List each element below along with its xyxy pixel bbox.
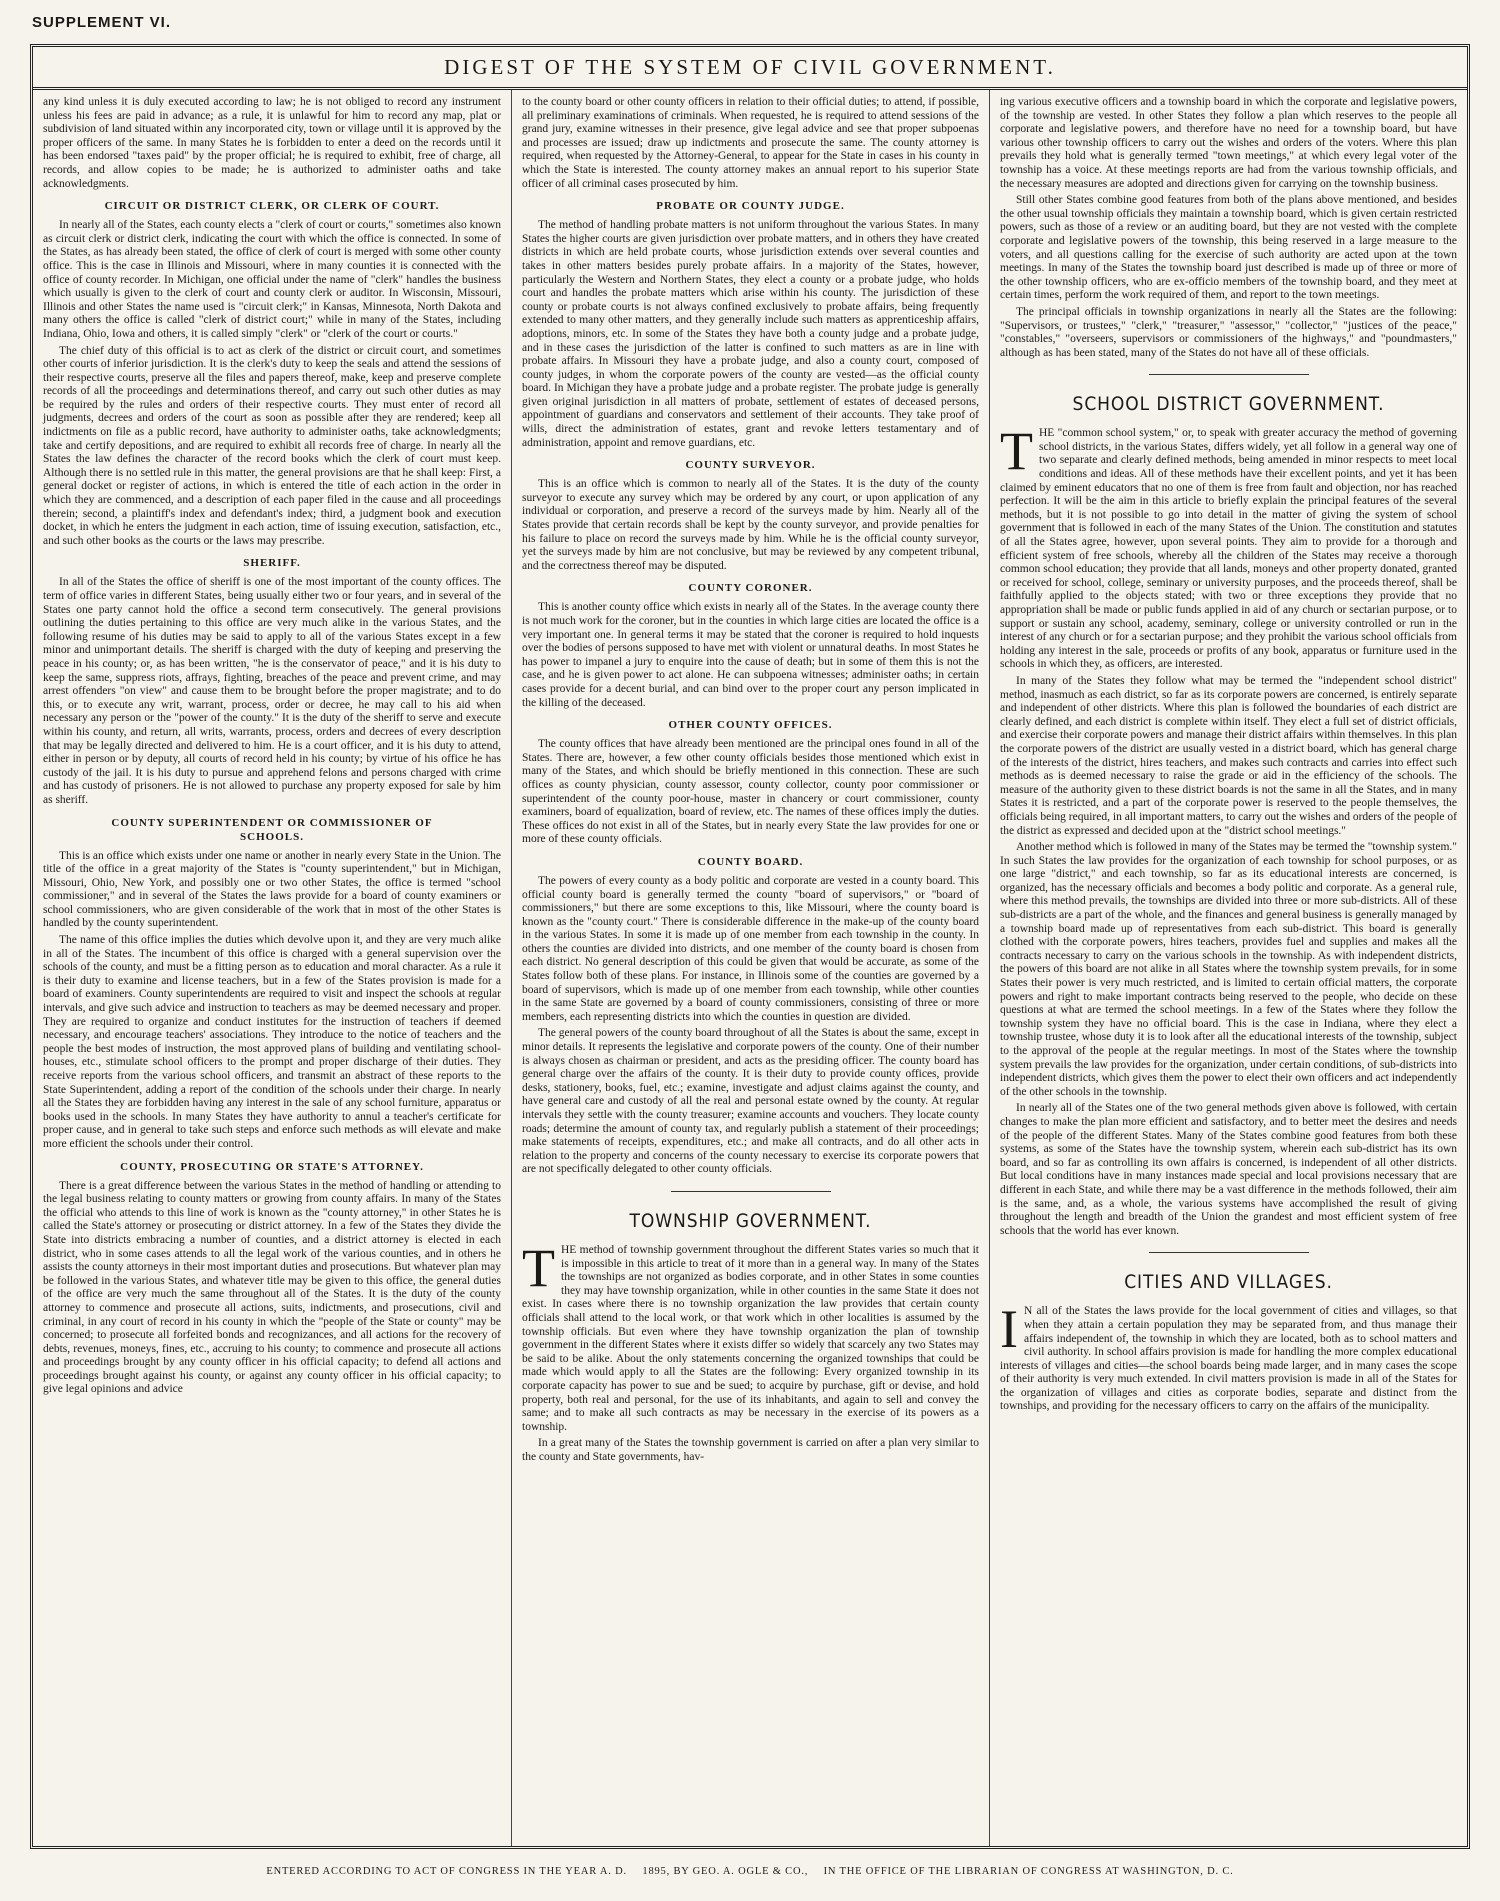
heading-probate: PROBATE OR COUNTY JUDGE. (656, 200, 845, 213)
heading-other-offices: OTHER COUNTY OFFICES. (668, 719, 833, 732)
paragraph: This is another county office which exists in nearly all of the States. In the average county there is not much work for the coroner, but in the counties in which large cities are located the office is a very important one. In general terms it may be stated that the coroner is required to hold inquests over the bodies of persons supposed to have met with violent or unnatural deaths. In most States he has power to impanel a jury to enquire into the cause of death; but in some of them this is not the case, and he is given power to act alone. He can subpoena witnesses; administer oaths; in certain cases provide for a decent burial, and can bind over to the proper court any person implicated in the killing of the deceased. (522, 601, 979, 709)
section-divider (1149, 374, 1309, 375)
paragraph (522, 1237, 979, 1434)
paragraph: The name of this office implies the duties which devolve upon it, and they are very much alike in all of the States. The incumbent of this office is charged with a general supervision over the schools of the county, and must be a fitting person as to education and moral character. As a rule it is their duty to examine and license teachers, but in a few of the States provision is made for a board of examiners. County superintendents are required to visit and inspect the schools at regular intervals, and give such advice and instruction to teachers as may be deemed necessary and proper. They are required to organize and conduct institutes for the instruction of teachers if deemed necessary, and encourage teachers' associations. They introduce to the notice of teachers and the people the best modes of instruction, the most approved plans of building and ventilating school-houses, etc., stimulate school officers to the prompt and proper discharge of their duties. They receive reports from the various school officers, and transmit an abstract of these reports to the State Superintendent, adding a report of the condition of the schools under their charge. In nearly all the States they are forbidden having any interest in the sale of any school furniture, apparatus or books used in the schools. In many States they have authority to annul a teacher's certificate for proper cause, and in general to take such steps and enforce such methods as will elevate and make more efficient the schools under their control. (43, 934, 501, 1150)
heading-clerk: CIRCUIT OR DISTRICT CLERK, OR CLERK OF COURT. (104, 200, 440, 213)
heading-attorney: COUNTY, PROSECUTING OR STATE'S ATTORNEY. (120, 1160, 424, 1173)
column-1 (33, 90, 511, 1846)
heading-superintendent-2: SCHOOLS. (240, 830, 304, 843)
footer-part-2: 1895, BY GEO. A. OGLE & CO., (642, 1866, 809, 1877)
paragraph: The chief duty of this official is to act as clerk of the district or circuit court, and sometimes other courts of inferior jurisdiction. It is the clerk's duty to keep the seals and attend the sessions of their respective courts, preserve all the files and papers thereof, make, keep and preserve complete records of all the proceedings and determinations thereof, and carry out such other duties as may be required by the rules and orders of their respective courts. They must enter of record all judgments, decrees and orders of the court as soon as possible after they are rendered; keep all indictments on file as a public record, have authority to administer oaths, take acknowledgments; take and certify depositions, and are required to exhibit all records free of charge. In nearly all the States the law defines the character of the record books which the clerk of court must keep. Although there is no settled rule in this matter, the general provisions are that he shall keep: First, a general docket or register of actions, in which is entered the title of each action in the order in which they are commenced, and a description of each paper filed in the cause and all proceedings therein; second, a plaintiff's index and defendant's index; third, a judgment book and execution docket, in which he enters the judgment in each action, time of issuing execution, satisfaction, etc., and such other books as the courts or the laws may prescribe. (43, 344, 501, 547)
paragraph: In a great many of the States the township government is carried on after a plan very similar to the county and State governments, hav- (522, 1437, 979, 1463)
heading-county-board: COUNTY BOARD. (697, 855, 804, 868)
attorney-continuation: to the county board or other county officers in relation to their official duties; to attend, if possible, all preliminary examinations of criminals. When requested, he is required to attend sessions of the grand jury, examine witnesses in their presence, give legal advice and see that proper subpoenas and processes are issued; draw up indictments and prosecute the same. The county attorney is required, when requested by the Attorney-General, to appear for the State in cases in his county in which the State is interested. The county attorney makes an annual report to his superior State officer of all criminal cases prosecuted by him. (522, 96, 979, 190)
paragraph: The powers of every county as a body politic and corporate are vested in a county board. This official county board is generally termed the county "board of supervisors," or "board of commissioners," but there are some exceptions to this, like Missouri, where the county board is known as the "county court." There is considerable difference in the make-up of the county board in the various States. In some it is made up of one member from each township in the county. In others the counties are divided into districts, and one member of the county board is chosen from each district. No general description of this could be given that would be accurate, as some of the States follow both of these plans. For instance, in Illinois some of the counties are governed by a board of supervisors, which is made up of one member from each township, while other counties in the same State are governed by a board of county commissioners, consisting of three or more members, each representing districts into which the counties in question are divided. (522, 874, 979, 1023)
footer-part-1: ENTERED ACCORDING TO ACT OF CONGRESS IN THE YEAR A. D. (266, 1866, 627, 1877)
paragraph: Still other States combine good features from both of the plans above mentioned, and besides the other usual township officials they maintain a township board, which is given certain restricted powers, such as those of a review or an auditing board, but they are not vested with the complete corporate and legislative powers of the township, this being reserved in a large measure to the voters, and all questions calling for the exercise of such authority are acted upon at the town meetings. In many of the States the township board just described is made up of three or more of the other township officers, who are ex-officio members of the township board, and they meet at certain times, perform the work required of them, and report to the town meetings. (1000, 194, 1457, 302)
paragraph: In nearly all of the States one of the two general methods given above is followed, with certain changes to make the plan more efficient and satisfactory, and to better meet the desires and needs of the people of the different States. Many of the States combine good features from both these systems, as some of the States have the township system, wherein each sub-district has its own board, and so far as controlling its own affairs is concerned, is independent of all other districts. But local conditions have in many instances made special and local provisions necessary that are different in each State, and while there may be a vast difference in the methods followed, their aim is the same, and, as a whole, the various systems have accomplished the result of giving throughout the length and breadth of the Union the grandest and most efficient system of free schools that the world has ever known. (1000, 1102, 1457, 1237)
paragraph: Another method which is followed in many of the States may be termed the "township system." In such States the law provides for the organization of each township for school purposes, or as one large "district," and each township, so far as its educational interests are concerned, is organized, has the necessary officials and becomes a body politic and corporate. As a general rule, where this method prevails, the townships are divided into three or more sub-districts. All of these sub-districts are a part of the whole, and the finances and general business is generally managed by a township board made up of representatives from each sub-district. This board is generally clothed with the corporate powers, hires teachers, provides fuel and supplies and makes all the contracts necessary to carry on the various schools in the township. As with independent districts, the powers of this board are not alike in all States where the township system prevails, for in some States their power is very much restricted, and is limited to certain official matters, the corporate powers and right to make important contracts being reserved to the people, who decide on these questions at what are termed the school meetings. In a few of the States where they follow the township system they have no official board. This is the case in Indiana, where they elect a township trustee, whose duty it is to look after all the educational interests of the township, subject to the approval of the people at the regular meetings. In most of the States where the township system prevails the law provides for the organization, under certain conditions, of sub-districts into independent districts, which gives them the power to elect their own officers and act independently of the other schools in the township. (1000, 841, 1457, 1098)
paragraph: The method of handling probate matters is not uniform throughout the various States. In many States the higher courts are given jurisdiction over probate matters, and in others they have created districts in which are held probate courts, whose jurisdiction extends over several counties and takes in other matters besides purely probate affairs. In a majority of the States, however, particularly the Western and Northern States, they elect a county or a probate judge, who holds court and handles the probate matters which arise within his county. The jurisdiction of these county or probate courts is not always confined exclusively to probate affairs, being frequently extended to many other matters, and they generally include such matters as apprenticeship affairs, adoptions, minors, etc. In some of the States they have both a county judge and a probate judge, and in these cases the jurisdiction of the latter is confined to such matters as are in line with probate affairs. In Missouri they have a probate judge, and also a county court, composed of county judges, in whom the corporate powers of the county are vested—as the official county board. In Michigan they have a probate judge and a probate register. The probate judge is generally given original jurisdiction in all matters of probate, settlement of estates of deceased persons, appointment of guardians and conservators and settlement of their accounts. They take proof of wills, direct the administration of estates, grant and revoke letters testamentary and of administration, appoint and remove guardians, etc. (522, 219, 979, 449)
heading-cities-villages: CITIES AND VILLAGES. (1124, 1271, 1333, 1294)
heading-superintendent: COUNTY SUPERINTENDENT OR COMMISSIONER OF (111, 816, 433, 829)
recorder-continuation: any kind unless it is duly executed according to law; he is not obliged to record any instrument unless his fees are paid in advance; as a rule, it is unlawful for him to record any map, plat or subdivision of land situated within any incorporated city, town or village until it is approved by the proper officers of the same. In many States he is forbidden to enter a deed on the records until it has been endorsed "taxes paid" by the proper official; he is required to exhibit, free of charge, all records, and allow copies to be made; he is authorized to administer oaths and take acknowledgments. (43, 96, 501, 190)
paragraph-text: HE method of township government throughout the different States varies so much that it is impossible in this article to treat of it more than in a general way. In many of the States the townships are not organized as bodies corporate, and in other States in some counties they may have township organization, while in other counties in the same State it does not exist. In cases where there is no township organization the law provides that certain county officials shall attend to the local work, or that work which in other localities is assumed by the township officials. But even where they have township organization the plan of township government in the different States where it exists differ so widely that scarcely any two States may be said to be alike. About the only statements concerning the organized townships that could be made which would apply to all the States are the following: Every organized township in its corporate capacity has power to sue and be sued; to acquire by purchase, gift or devise, and hold property, both real and personal, for the use of its inhabitants, and again to sell and convey the same; and to make all such contracts as may be necessary in the exercise of its powers as a township. (522, 1243, 979, 1433)
section-divider (671, 1191, 831, 1192)
heading-surveyor: COUNTY SURVEYOR. (685, 459, 816, 472)
drop-cap: T (1000, 421, 1033, 482)
supplement-label: SUPPLEMENT VI. (32, 14, 172, 31)
paragraph: In many of the States they follow what may be termed the "independent school district" method, inasmuch as each district, so far as its corporate powers are concerned, is entirely separate and independent of other districts. Where this plan is followed the boundaries of each district are clearly defined, and each district is complete within itself. They elect a full set of district officials, and exercise their corporate powers and manage their district affairs within themselves. In this plan the corporate powers of the district are usually vested in a district board, which has general charge of the interests of the district, hires teachers, and makes such contracts and carries into effect such methods as is deemed necessary to raise the grade or aid in the efficiency of the schools. The measure of the authority given to these district boards is not the same in all the States, and in many States it is restricted, and a part of the corporate power is reserved to the people themselves, the officials being required, in all important matters, to carry out the wishes and orders of the people of the district as expressed and decided upon at the "district school meetings." (1000, 674, 1457, 837)
title-banner (33, 47, 1467, 90)
column-2 (511, 90, 989, 1846)
drop-cap: T (522, 1237, 555, 1298)
drop-cap: I (1000, 1299, 1018, 1360)
heading-school-district: SCHOOL DISTRICT GOVERNMENT. (1072, 393, 1385, 416)
paragraph: The general powers of the county board throughout of all the States is about the same, except in minor details. It represents the legislative and corporate powers of the county. One of their number is always chosen as chairman or president, and acts as the presiding officer. The county board has general charge over the affairs of the county. It is their duty to provide county offices, provide desks, stationery, books, fuel, etc.; examine, investigate and adjust claims against the county, and have general care and custody of all the real and personal estate owned by the county. At regular intervals they settle with the county treasurer; examine accounts and vouchers. They locate county roads; determine the amount of county tax, and regularly publish a statement of their proceedings; make statements of receipts, expenditures, etc.; and make all contracts, and do all other acts in relation to the property and concerns of the county necessary to exercise its corporate powers that are not specifically delegated to other county officials. (522, 1027, 979, 1176)
paragraph-text: HE "common school system," or, to speak with greater accuracy the method of governing school districts, in the various States, differs widely, yet all follow in a general way one of two separate and clearly defined methods, being amended in minor respects to meet local conditions and ideas. All of these methods have their excellent points, and yet it has been claimed by eminent educators that no one of them is free from fault and objection, nor has reached perfection. It will be the aim in this article to briefly explain the principal features of the several methods, but it is not possible to go into detail in the matter of giving the system of school government that is followed in each of the many States of the Union. The constitution and statutes of all the States agree, however, upon several points. They aim to provide for a thorough and efficient system of free schools, whereby all the children of the States may receive a thorough common school education; they provide that all lands, moneys and other property donated, granted or received for school, college, seminary or university purposes, and the proceeds thereof, shall be faithfully applied to the objects stated; with two or three exceptions they provide that no appropriation shall be made or public funds applied in aid of any church or sectarian purpose, or to support or sustain any school, academy, seminary, college or university controlled or run in the interest of any church or for a sectarian purpose; and they prohibit the various school officials from holding any interest in the sale, proceeds or profits of any book, apparatus or furniture used in the schools in which they, as officers, are interested. (1000, 427, 1457, 671)
paragraph: In nearly all of the States, each county elects a "clerk of court or courts," sometimes also known as circuit clerk or district clerk, indicating the court with which the office is connected. In some of the States, as has already been stated, the office of clerk of court is merged with some other county office. This is the case in Illinois and Missouri, where in many counties it is connected with the office of county recorder. In Michigan, one official under the name of "clerk" handles the business which usually is given to the clerk of court and county clerk or auditor. In Wisconsin, Missouri, Illinois and other States the name used is "circuit clerk;" in Kansas, Minnesota, North Dakota and many others the office is called "clerk of district court;" while in many of the States, including Indiana, Ohio, Iowa and others, it is called simply "clerk" or "clerk of the court or courts." (43, 219, 501, 340)
paragraph (1000, 421, 1457, 672)
digest-frame (30, 44, 1470, 1849)
copyright-footer (30, 1866, 1470, 1877)
section-divider (1149, 1252, 1309, 1253)
paragraph: This is an office which exists under one name or another in nearly every State in the Union. The title of the office in a great majority of the States is "county superintendent," but in Michigan, Missouri, Ohio, New York, and possibly one or two other States, the office is termed "school commissioner," and in several of the States the laws provide for a board of county examiners or school commissioners, who are given considerable of the work that in most of the other States is handled by the county superintendent. (43, 849, 501, 930)
page-title: DIGEST OF THE SYSTEM OF CIVIL GOVERNMENT. (444, 54, 1056, 79)
columns (33, 90, 1467, 1846)
paragraph: This is an office which is common to nearly all of the States. It is the duty of the county surveyor to execute any survey which may be ordered by any court, or upon application of any individual or corporation, and preserve a record of the surveys made by him. Nearly all of the States provide that certain records shall be kept by the county surveyor, and provide penalties for his failure to place on record the surveys made by him. While he is the official county surveyor, yet the surveys made by him are not conclusive, but may be reviewed by any competent tribunal, and the correctness thereof may be disputed. (522, 478, 979, 572)
paragraph: In all of the States the office of sheriff is one of the most important of the county offices. The term of office varies in different States, being usually either two or four years, and in several of the States one party cannot hold the office a second term consecutively. The general provisions outlining the duties pertaining to this office are very much alike in the various States, and the following resume of his duties may be said to apply to all of the various States except in a few minor and unimportant details. The sheriff is charged with the duty of keeping and preserving the peace in his county; or, as has been written, "he is the conservator of peace," and it is his duty to keep the same, suppress riots, affrays, fighting, breaches of the peace and prevent crime, and may arrest offenders "on view" and cause them to be brought before the proper magistrate; and to do this, or to execute any writ, warrant, process, order or decree, he may call to his aid when necessary any person or the "power of the county." It is the duty of the sheriff to serve and execute within his county, and return, all writs, warrants, process, orders and decrees of every description that may be legally directed and delivered to him. He is a court officer, and it is his duty to attend, either in person or by deputy, all courts of record held in his county; by virtue of his office he has custody of the jail. It is his duty to pursue and apprehend felons and persons charged with crime and has custody of prisoners. He is not allowed to purchase any property exposed for sale by him as sheriff. (43, 576, 501, 806)
heading-sheriff: SHERIFF. (243, 557, 301, 570)
paragraph-text: N all of the States the laws provide for the local government of cities and villages, so that when they attain a certain population they may be separated from, and thus manage their affairs independent of, the township in which they are located, both as to school matters and civil authority. In school affairs provision is made for handling the more complex educational interests of villages and cities—the school boards being made larger, and in many cases the scope of their authority is very much extended. In civil matters provision is made in all of the States for the organization of villages and cities as corporate bodies, separate and distinct from the townships, and providing for the necessary officers to carry on the affairs of the municipality. (1000, 1305, 1457, 1413)
heading-coroner: COUNTY CORONER. (688, 582, 813, 595)
township-continuation: ing various executive officers and a township board in which the corporate and legislative powers, of the township are vested. In other States they follow a plan which reserves to the people all corporate and legislative powers, and therefore have no need for a township board, but have various other township officers to carry out the wishes and orders of the voters. Where this plan prevails they hold what is generally termed "town meetings," at which every legal voter of the township has a voice. At these meetings reports are had from the various township officials, and the necessary measures are adopted and directions given for carrying on the township business. (1000, 96, 1457, 190)
paragraph: The county offices that have already been mentioned are the principal ones found in all of the States. There are, however, a few other county officials besides those mentioned which exist in many of the States, and which should be briefly mentioned in this connection. These are such offices as county physician, county assessor, county collector, county poor commissioner or superintendent of the county poor-house, master in chancery or court commissioner, county examiners, board of equalization, board of review, etc. The names of these offices imply the duties. These offices do not exist in all of the States, but in nearly every State the law provides for one or more of these county officials. (522, 738, 979, 846)
footer-part-3: IN THE OFFICE OF THE LIBRARIAN OF CONGRESS AT WASHINGTON, D. C. (823, 1866, 1234, 1877)
heading-township: TOWNSHIP GOVERNMENT. (629, 1209, 872, 1232)
paragraph: There is a great difference between the various States in the method of handling or attending to the legal business relating to county matters or growing from county affairs. In many of the States the official who attends to this line of work is known as the "county attorney," in other States he is called the State's attorney or prosecuting or district attorney. In a few of the States they divide the State into districts embracing a number of counties, and a district attorney is elected in each district, who in some cases attends to all the legal work of the various counties, and in others he assists the county attorneys in their most important duties and prosecutions. But whatever plan may be followed in the various States, and whatever title may be given to this office, the general duties of the office are very much the same throughout all of the States. It is the duty of the county attorney to commence and prosecute all actions, suits, indictments, and prosecutions, civil and criminal, in any court of record in his county in which the "people of the State or county" may be concerned; to prosecute all forfeited bonds and recognizances, and all actions for the recovery of debts, revenues, moneys, fines, etc., accruing to his county; to commence and prosecute all actions and proceedings brought by any county officer in his official capacity; to defend all actions and proceedings brought against his county, or against any county officer in his official capacity; to give legal opinions and advice (43, 1179, 501, 1396)
paragraph: The principal officials in township organizations in nearly all the States are the following: "Supervisors, or trustees," "clerk," "treasurer," "assessor," "collector," "justices of the peace," "constables," "overseers, supervisors or commissioners of the highways," and "poundmasters," although as has been stated, many of the States do not have all of these officials. (1000, 305, 1457, 359)
paragraph (1000, 1299, 1457, 1414)
column-3 (989, 90, 1467, 1846)
